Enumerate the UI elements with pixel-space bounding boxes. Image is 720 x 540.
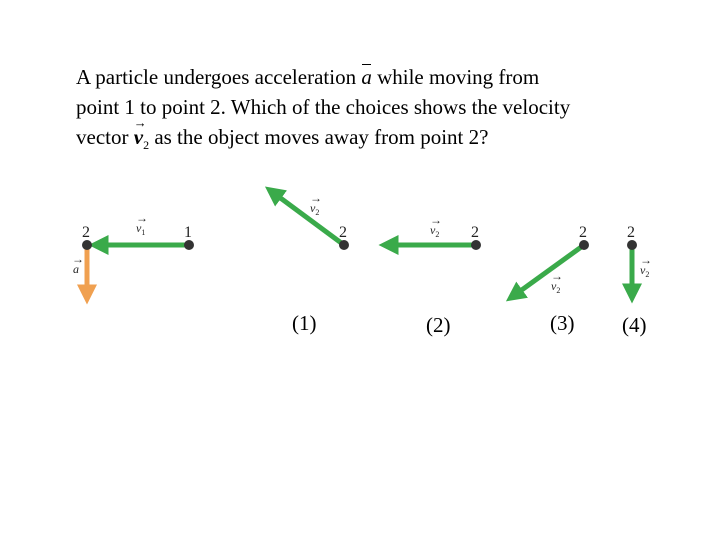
accel-label: a	[73, 262, 79, 276]
point-1-dot	[184, 240, 194, 250]
v1-arrow-hat: →	[136, 211, 148, 225]
choice-1-vector-hat: →	[310, 191, 322, 205]
scenario-diagram	[72, 211, 194, 297]
choice-2-point	[471, 240, 481, 250]
point-2-dot	[82, 240, 92, 250]
choice-3-label: (3)	[550, 311, 575, 335]
choice-2[interactable]	[386, 213, 481, 337]
question-line-2: point 1 to point 2. Which of the choices shows the velocity	[76, 95, 571, 119]
v1-label: $v_1$	[136, 221, 146, 237]
choice-4[interactable]	[622, 224, 652, 337]
point-2-label: 2	[82, 224, 90, 241]
choice-3-vector-hat: →	[551, 269, 563, 283]
choice-4-label: (4)	[622, 313, 647, 337]
choice-1-point	[339, 240, 349, 250]
choice-1-arrow	[271, 191, 344, 245]
choice-4-point	[627, 240, 637, 250]
choice-3-point	[579, 240, 589, 250]
point-1-label: 1	[184, 224, 192, 241]
question-line-3: vector → $v_2$ as the object moves away from point 2?	[76, 122, 676, 160]
choice-1-point-label: 2	[339, 224, 347, 241]
choice-3-point-label: 2	[579, 224, 587, 241]
choice-4-point-label: 2	[627, 224, 635, 241]
choice-1[interactable]	[271, 191, 349, 335]
velocity-symbol: → $v_2$	[134, 122, 149, 160]
acceleration-symbol: a	[361, 62, 372, 92]
choice-2-vector-label: $v_2$	[430, 223, 440, 239]
question-line-1: A particle undergoes acceleration a while moving from	[76, 62, 676, 92]
choice-4-vector-hat: →	[640, 253, 652, 267]
choice-3-arrow	[512, 245, 584, 297]
choice-2-vector-hat: →	[430, 213, 442, 227]
choice-4-vector-label: $v_2$	[640, 263, 650, 279]
choice-1-label: (1)	[292, 311, 317, 335]
accel-arrow-hat: →	[72, 252, 84, 266]
choice-2-label: (2)	[426, 313, 451, 337]
choice-1-vector-label: $v_2$	[310, 201, 320, 217]
choice-3[interactable]	[512, 224, 589, 335]
choice-3-vector-label: $v_2$	[551, 279, 561, 295]
choice-2-point-label: 2	[471, 224, 479, 241]
